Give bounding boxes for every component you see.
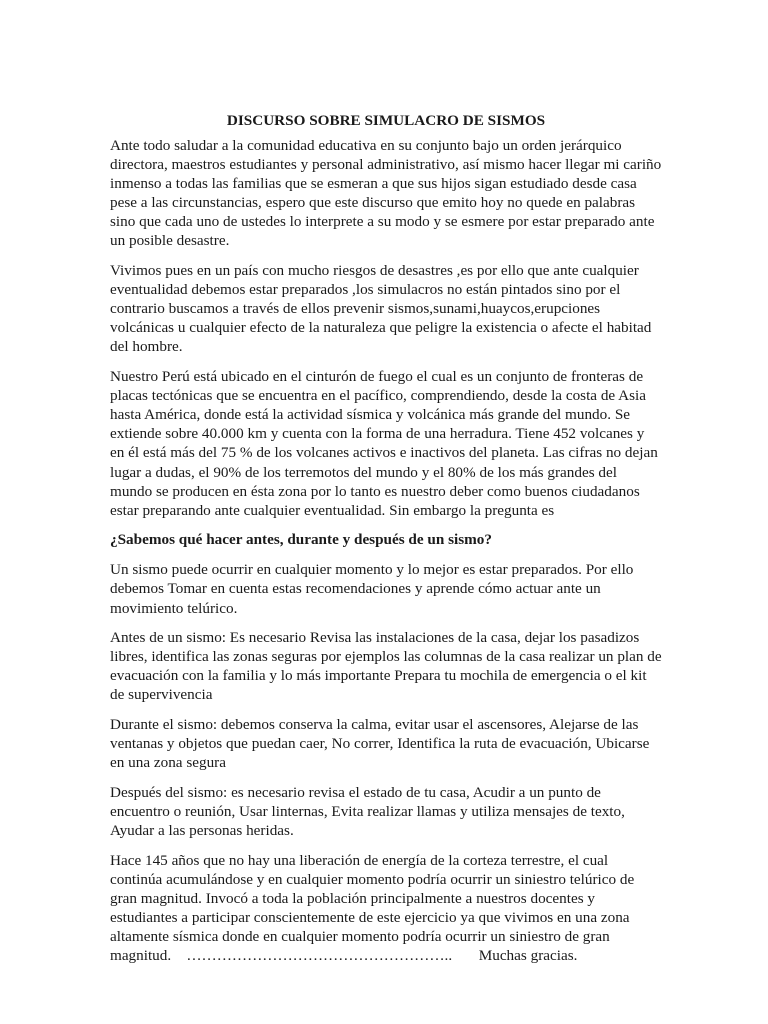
paragraph-ring-of-fire: Nuestro Perú está ubicado en el cinturón de fuego el cual es un conjunto de fronteras de placas tectónicas que se encuentra en el pacífico, comprendiendo, desde la costa de Asia hasta América, donde está la actividad sísmica y volcánica más grande del mundo. Se extiende sobre 40.000 km y cuenta con la forma de una herradura. Tiene 452 volcanes y en él está más del 75 % de los volcanes activos e inactivos del planeta. Las cifras no dejan lugar a dudas, el 90% de los terremotos del mundo y el 80% de los más grandes del mundo se producen en ésta zona por lo tanto es nuestro deber como buenos ciudadanos estar preparando ante cualquier eventualidad. Sin embargo la pregunta es (110, 368, 658, 519)
paragraph-during-earthquake: Durante el sismo: debemos conserva la calma, evitar usar el ascensores, Alejarse de las ventanas y objetos que puedan caer, No correr, Identifica la ruta de evacuación, Ubicarse en una zona segura (110, 716, 650, 772)
paragraph-greeting: Ante todo saludar a la comunidad educativa en su conjunto bajo un orden jerárquico directora, maestros estudiantes y personal administrativo, así mismo hacer llegar mi cariño inmenso a todas las familias que se esmeran a que sus hijos sigan estudiado desde casa pese a las circunstancias, espero que este discurso que emito hoy no quede en palabras sino que cada uno de ustedes lo interprete a su modo y se esmere por estar preparado ante un posible desastre. (110, 137, 662, 250)
document-body (110, 111, 662, 976)
paragraph-risk: Vivimos pues en un país con mucho riesgos de desastres ,es por ello que ante cualquier eventualidad debemos estar preparados ,los simulacros no están pintados sino por el contrario buscamos a través de ellos prevenir sismos,sunami,huaycos,erupciones volcánicas u cualquier efecto de la naturaleza que peligre la existencia o afecte el habitad del hombre. (110, 262, 652, 356)
paragraph-intro-recommendations: Un sismo puede ocurrir en cualquier momento y lo mejor es estar preparados. Por ello debemos Tomar en cuenta estas recomendaciones y aprende cómo actuar ante un movimiento telúrico. (110, 561, 634, 617)
paragraph-closing (110, 851, 662, 966)
document-title: DISCURSO SOBRE SIMULACRO DE SISMOS (226, 112, 546, 129)
question-heading: ¿Sabemos qué hacer antes, durante y después de un sismo? (110, 531, 492, 549)
paragraph-before-earthquake: Antes de un sismo: Es necesario Revisa las instalaciones de la casa, dejar los pasadizos libres, identifica las zonas seguras por ejemplos las columnas de la casa realizar un plan de evacuación con la familia y lo más importante Prepara tu mochila de emergencia o el kit de supervivencia (110, 629, 662, 704)
closing-thanks: Muchas gracias. (478, 947, 578, 965)
paragraph-after-earthquake: Después del sismo: es necesario revisa el estado de tu casa, Acudir a un punto de encuentro o reunión, Usar linternas, Evita realizar llamas y utiliza mensajes de texto, Ayudar a las personas heridas. (110, 783, 625, 839)
closing-text: Hace 145 años que no hay una liberación de energía de la corteza terrestre, el cual continúa acumulándose y en cualquier momento podría ocurrir un siniestro telúrico de gran magnitud. Invocó a toda la población principalmente a nuestros docentes y estudiantes a participar conscientemente de este ejercicio ya que vivimos en una zona altamente sísmica donde en cualquier momento podría ocurrir un siniestro de gran magnitud. (110, 851, 635, 965)
closing-dots: …………………………………………….. (186, 947, 453, 965)
